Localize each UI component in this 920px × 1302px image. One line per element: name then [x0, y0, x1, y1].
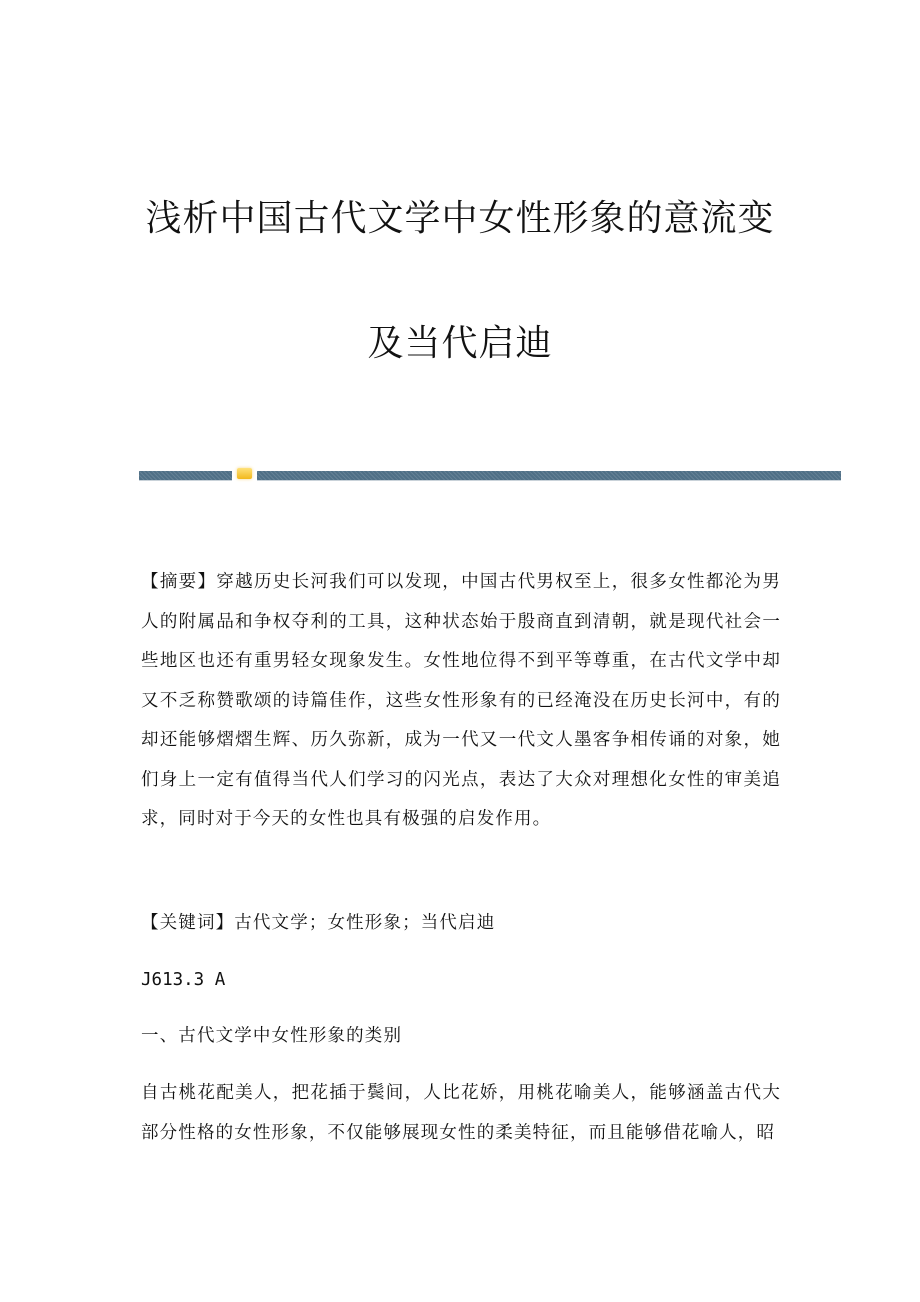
document-title-line-2: 及当代启迪 [367, 323, 553, 364]
body-paragraph: 自古桃花配美人，把花插于鬓间，人比花娇，用桃花喻美人，能够涵盖古代大部分性格的女性形象，不仅能够展现女性的柔美特征，而且能够借花喻人，昭 [141, 1083, 781, 1143]
keywords-line: 【关键词】古代文学；女性形象；当代启迪 [141, 913, 496, 933]
classification-number: J613.3 A [141, 970, 226, 990]
gem-ornament-icon [237, 468, 252, 479]
abstract-paragraph: 【摘要】穿越历史长河我们可以发现，中国古代男权至上，很多女性都沦为男人的附属品和争权夺利的工具，这种状态始于殷商直到清朝，就是现代社会一些地区也还有重男轻女现象发生。女性地位得不到平等尊重，在古代文学中却又不乏称赞歌颂的诗篇佳作，这些女性形象有的已经淹没在历史长河中，有的却还能够熠熠生辉、历久弥新，成为一代又一代文人墨客争相传诵的对象，她们身上一定有值得当代人们学习的闪光点，表达了大众对理想化女性的审美追求，同时对于今天的女性也具有极强的启发作用。 [141, 572, 781, 829]
section-heading: 一、古代文学中女性形象的类别 [141, 1026, 403, 1046]
title-divider [139, 471, 841, 481]
divider-bar-left [139, 471, 232, 481]
divider-bar-right [257, 471, 841, 481]
document-title-line-1: 浅析中国古代文学中女性形象的意流变 [145, 198, 775, 239]
